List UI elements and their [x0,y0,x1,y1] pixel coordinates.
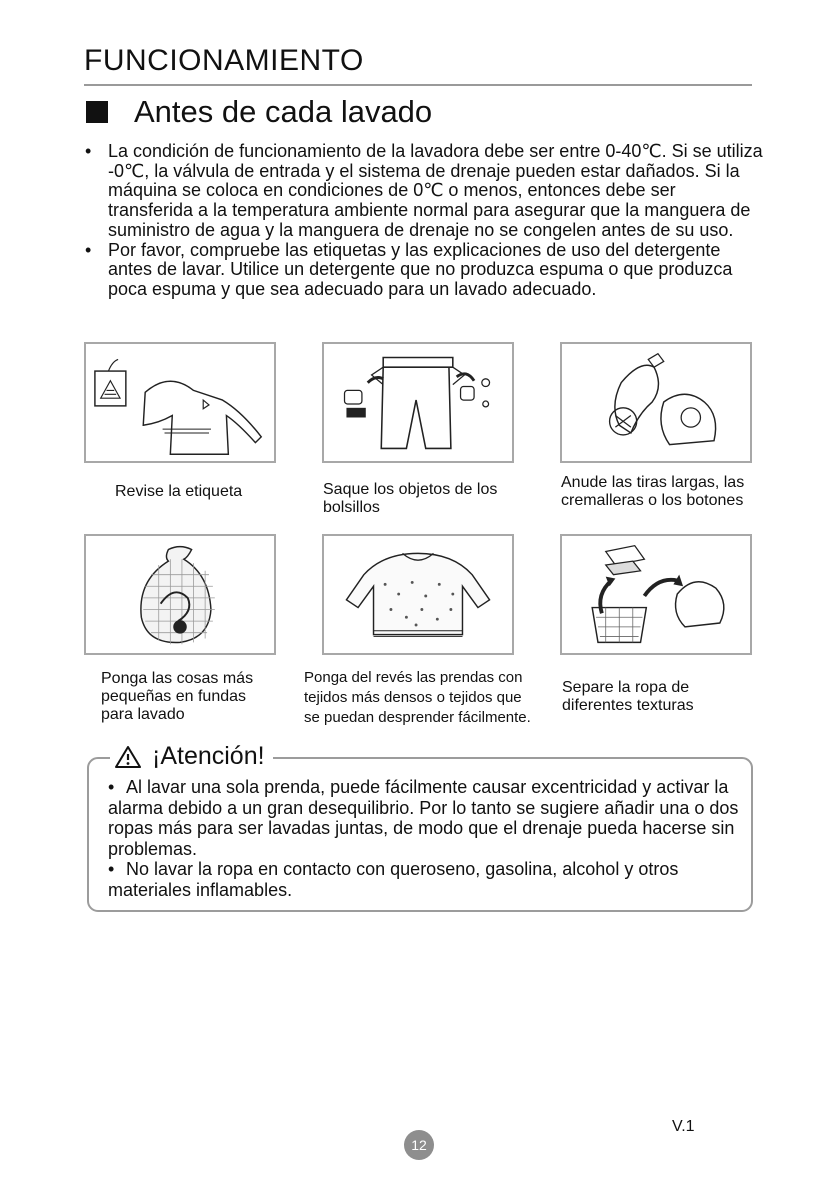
intro-bullet-detergent: • Por favor, compruebe las etiquetas y las explicaciones de uso del detergente antes de lavar. Utilice un detergente que no produzca espuma o que produzca poca espuma y que sea adecuado para un lavado adecuado. [84,241,764,300]
step-illustration-empty-pockets [322,342,514,463]
step-illustration-sort-clothes [560,534,752,655]
attention-list [108,777,748,900]
version-label: V.1 [672,1118,695,1135]
section-title: FUNCIONAMIENTO [84,44,364,77]
inside-out-sweater-icon [324,536,512,653]
sort-clothes-icon [562,536,750,653]
sweater-label-icon [86,344,274,461]
step-illustration-check-label [84,342,276,463]
intro-bullet-list [84,142,764,300]
laundry-bag-icon [86,536,274,653]
attention-item-flammables: • No lavar la ropa en contacto con queroseno, gasolina, alcohol y otros materiales inflamables. [108,859,679,900]
page-number-badge: 12 [404,1130,434,1160]
step-caption-check-label: Revise la etiqueta [115,483,243,500]
attention-title: ¡Atención! [152,742,265,770]
attention-item-single-garment: • Al lavar una sola prenda, puede fácilmente causar excentricidad y activar la alarma debido a un gran desequilibrio. Por lo tanto se sugiere añadir una o dos ropas más para ser lavadas juntas, de modo que el drenaje pueda hacerse sin problemas. [108,777,739,859]
subsection-heading [86,94,432,130]
empty-pockets-icon [324,344,512,461]
warning-triangle-icon [114,745,142,769]
title-divider [84,84,752,86]
step-illustration-tie-straps [560,342,752,463]
tie-straps-icon [562,344,750,461]
attention-heading [110,742,273,771]
step-caption-tie-straps: Anude las tiras largas, las cremalleras o los botones [561,474,745,509]
step-caption-empty-pockets: Saque los objetos de los bolsillos [323,481,498,516]
square-bullet-icon [86,101,108,123]
subsection-title: Antes de cada lavado [134,94,433,129]
step-illustration-laundry-bag [84,534,276,655]
step-caption-inside-out: Ponga del revés las prendas con tejidos más densos o tejidos que se puedan desprender fácilmente. [304,669,531,726]
step-illustration-inside-out [322,534,514,655]
intro-bullet-operating-temperature: • La condición de funcionamiento de la lavadora debe ser entre 0-40℃. Si se utiliza -0℃, la válvula de entrada y el sistema de drenaje pueden estar dañados. Si la máquina se coloca en condiciones de 0℃ o menos, entonces debe ser transferida a la temperatura ambiente normal para asegurar que la manguera de suministro de agua y la manguera de drenaje no se congelen antes de su uso. [84,142,764,241]
step-caption-laundry-bag: Ponga las cosas más pequeñas en fundas para lavado [101,670,254,723]
step-caption-sort-clothes: Separe la ropa de diferentes texturas [562,679,694,714]
